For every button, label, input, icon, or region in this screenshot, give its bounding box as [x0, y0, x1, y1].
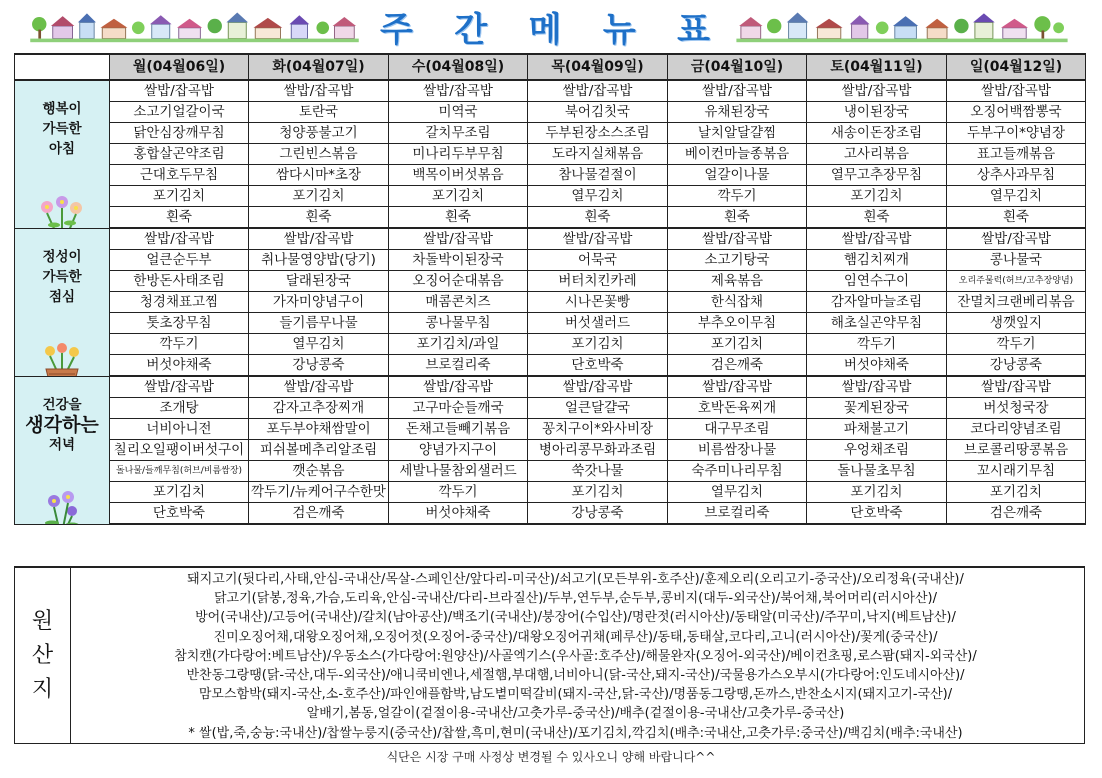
- menu-item: 새송이돈장조림: [807, 123, 947, 144]
- menu-item: 오리주물럭(허브/고추장양념): [947, 271, 1086, 292]
- menu-item: 포기김치: [528, 334, 668, 355]
- menu-item: 날치알달걀찜: [668, 123, 807, 144]
- menu-item: 참나물겉절이: [528, 165, 668, 186]
- menu-item: 쌀밥/잡곡밥: [528, 228, 668, 250]
- breakfast-row: [15, 80, 1086, 102]
- flower-pot-icon: [32, 489, 92, 525]
- day-header: 목(04월09일): [528, 54, 668, 80]
- menu-item: 톳초장무침: [110, 313, 249, 334]
- menu-item: 쌀밥/잡곡밥: [947, 228, 1086, 250]
- menu-item: 너비아니전: [110, 419, 249, 440]
- menu-item: 열무김치: [528, 186, 668, 207]
- menu-item: 쌀밥/잡곡밥: [110, 376, 249, 398]
- origin-section: [14, 566, 1085, 744]
- menu-item: 냉이된장국: [807, 102, 947, 123]
- menu-item: 깍두기: [668, 186, 807, 207]
- menu-item: 홍합살곤약조림: [110, 144, 249, 165]
- menu-item: 깻순볶음: [249, 461, 389, 482]
- meal-label-line: 가득한: [42, 268, 82, 285]
- breakfast-row: [15, 207, 1086, 229]
- menu-item: 포기김치: [807, 186, 947, 207]
- menu-item: 닭안심장깨무침: [110, 123, 249, 144]
- menu-item: 포기김치: [668, 334, 807, 355]
- menu-item: 대구무조림: [668, 419, 807, 440]
- menu-item: 돌나물초무침: [807, 461, 947, 482]
- menu-item: 코다리양념조림: [947, 419, 1086, 440]
- menu-item: 어묵국: [528, 250, 668, 271]
- origin-label-char: 원: [31, 609, 54, 634]
- menu-item: 검은깨죽: [249, 503, 389, 525]
- menu-item: 포기김치: [249, 186, 389, 207]
- menu-item: 강낭콩죽: [249, 355, 389, 377]
- title-char: 표: [677, 9, 710, 50]
- meal-label-line: 저녁: [48, 436, 76, 453]
- menu-item: 버섯야채죽: [807, 355, 947, 377]
- menu-item: 단호박죽: [528, 355, 668, 377]
- menu-item: 한방돈사태조림: [110, 271, 249, 292]
- origin-label: [15, 568, 71, 744]
- menu-item: 쌀밥/잡곡밥: [668, 376, 807, 398]
- menu-item: 쑥갓나물: [528, 461, 668, 482]
- menu-item: 포두부야채쌈말이: [249, 419, 389, 440]
- menu-item: 비름쌈장나물: [668, 440, 807, 461]
- header: [0, 0, 1102, 50]
- lunch-row: [15, 313, 1086, 334]
- menu-item: 청양풍불고기: [249, 123, 389, 144]
- menu-item: 미역국: [389, 102, 528, 123]
- menu-item: 피쉬볼메추리알조림: [249, 440, 389, 461]
- menu-item: 오징어순대볶음: [389, 271, 528, 292]
- dinner-row: [15, 440, 1086, 461]
- title-char: 뉴: [602, 9, 636, 50]
- origin-line: 진미오징어채,대왕오징어채,오징어젓(오징어-중국산)/대왕오징어귀채(페루산)/동태,동태살,코다리,고니(러시아산)/꽃게(중국산)/: [213, 629, 938, 645]
- menu-item: 얼큰순두부: [110, 250, 249, 271]
- menu-item: 버섯야채죽: [389, 503, 528, 525]
- flower-pot-icon: [32, 193, 92, 228]
- menu-item: 흰죽: [389, 207, 528, 229]
- origin-line: 닭고기(닭봉,정육,가슴,도리육,안심-국내산/다리-브라질산)/두부,연두부,순두부,콩비지(대두-외국산)/북어채,북어머리(러시아산)/: [214, 591, 937, 607]
- menu-item: 포기김치: [947, 482, 1086, 503]
- menu-item: 병아리콩무화과조림: [528, 440, 668, 461]
- menu-item: 갈치무조림: [389, 123, 528, 144]
- menu-item: 시나몬꽃빵: [528, 292, 668, 313]
- menu-item: 부추오이무침: [668, 313, 807, 334]
- menu-item: 흰죽: [249, 207, 389, 229]
- menu-item: 임연수구이: [807, 271, 947, 292]
- menu-item: 두부구이*양념장: [947, 123, 1086, 144]
- menu-item: 두부된장소스조림: [528, 123, 668, 144]
- menu-item: 포기김치: [110, 482, 249, 503]
- menu-item: 고사리볶음: [807, 144, 947, 165]
- menu-item: 쌀밥/잡곡밥: [947, 80, 1086, 102]
- menu-item: 쌀밥/잡곡밥: [389, 80, 528, 102]
- menu-item: 브로컬리죽: [668, 503, 807, 525]
- menu-item: 한식잡채: [668, 292, 807, 313]
- menu-item: 호박돈육찌개: [668, 398, 807, 419]
- origin-line: * 쌀(밥,죽,숭늉:국내산)/찹쌀누룽지(중국산)/찹쌀,흑미,현미(국내산)/포기김치,깍김치(배추:국내산,고춧가루:중국산)/백김치(배추:국내산): [188, 725, 963, 741]
- menu-item: 상추사과무침: [947, 165, 1086, 186]
- menu-item: 쌀밥/잡곡밥: [528, 80, 668, 102]
- menu-item: 돈채고들빼기볶음: [389, 419, 528, 440]
- menu-item: 흰죽: [668, 207, 807, 229]
- origin-line: 반찬동그랑땡(닭-국산,대두-외국산)/애니쿡비엔나,세절햄,부대햄,너비아니(닭-국산,돼지-국산)/국물용가스오부시(가다랑어:인도네시아산)/: [186, 668, 965, 684]
- breakfast-row: [15, 186, 1086, 207]
- dinner-row: [15, 398, 1086, 419]
- menu-item: 근대호두무침: [110, 165, 249, 186]
- menu-item: 콩나물국: [947, 250, 1086, 271]
- menu-item: 소고기탕국: [668, 250, 807, 271]
- breakfast-label: [15, 80, 110, 228]
- menu-item: 강낭콩죽: [947, 355, 1086, 377]
- menu-item: 브로콜리땅콩볶음: [947, 440, 1086, 461]
- menu-item: 깍두기: [947, 334, 1086, 355]
- menu-item: 포기김치: [807, 482, 947, 503]
- menu-item: 버섯청국장: [947, 398, 1086, 419]
- breakfast-row: [15, 165, 1086, 186]
- menu-item: 쌀밥/잡곡밥: [807, 80, 947, 102]
- dinner-row: [15, 461, 1086, 482]
- menu-item: 달래된장국: [249, 271, 389, 292]
- menu-item: 표고들깨볶음: [947, 144, 1086, 165]
- lunch-row: [15, 228, 1086, 250]
- day-header: 월(04월06일): [110, 54, 249, 80]
- origin-line: 참치캔(가다랑어:베트남산)/우동소스(가다랑어:원양산)/사골엑기스(우사골:호주산)/해물완자(오징어-외국산)/베이컨초핑,로스팜(돼지-외국산)/: [174, 648, 977, 664]
- menu-item: 생깻잎지: [947, 313, 1086, 334]
- menu-item: 열무김치: [947, 186, 1086, 207]
- menu-item: 열무김치: [249, 334, 389, 355]
- menu-item: 고구마순들깨국: [389, 398, 528, 419]
- lunch-row: [15, 271, 1086, 292]
- lunch-row: [15, 250, 1086, 271]
- menu-item: 꽃게된장국: [807, 398, 947, 419]
- lunch-row: [15, 355, 1086, 377]
- menu-item: 북어김칫국: [528, 102, 668, 123]
- menu-item: 검은깨죽: [668, 355, 807, 377]
- menu-item: 쌀밥/잡곡밥: [249, 80, 389, 102]
- origin-text: [73, 570, 1078, 743]
- origin-line: 방어(국내산)/고등어(국내산)/갈치(남아공산)/백조기(국내산)/붕장어(수입산)/명란젓(러시아산)/동태알(미국산)/주꾸미,낙지(베트남산)/: [195, 610, 956, 626]
- meal-label-line: 행복이: [42, 101, 82, 117]
- menu-item: 콩나물무침: [389, 313, 528, 334]
- day-header: 일(04월12일): [947, 54, 1086, 80]
- menu-item: 유채된장국: [668, 102, 807, 123]
- lunch-row: [15, 292, 1086, 313]
- dinner-row: [15, 503, 1086, 525]
- menu-item: 취나물영양밥(당기): [249, 250, 389, 271]
- origin-line: 알배기,봄동,얼갈이(겉절이용-국내산/고춧가루-중국산)/배추(겉절이용-국내산/고춧가루-중국산): [306, 706, 845, 722]
- menu-item: 깍두기: [110, 334, 249, 355]
- dinner-label: [15, 376, 110, 524]
- menu-item: 깍두기/뉴케어구수한맛: [249, 482, 389, 503]
- origin-label-char: 지: [31, 677, 54, 702]
- menu-item: 쌀밥/잡곡밥: [807, 228, 947, 250]
- menu-item: 감자고추장찌개: [249, 398, 389, 419]
- menu-item: 깍두기: [807, 334, 947, 355]
- menu-item: 쌀밥/잡곡밥: [110, 80, 249, 102]
- menu-item: 쌀밥/잡곡밥: [249, 228, 389, 250]
- meal-label-line: 아침: [48, 141, 76, 157]
- meal-label-line: 생각하는: [25, 413, 99, 436]
- menu-item: 양념가지구이: [389, 440, 528, 461]
- title-char: 간: [454, 9, 488, 50]
- menu-item: 흰죽: [947, 207, 1086, 229]
- dinner-row: [15, 482, 1086, 503]
- menu-item: 얼갈이나물: [668, 165, 807, 186]
- village-decoration-left: [12, 8, 377, 44]
- menu-item: 돌나물/들깨무침(허브/비름쌈장): [110, 461, 249, 482]
- breakfast-row: [15, 144, 1086, 165]
- menu-item: 쌀밥/잡곡밥: [389, 228, 528, 250]
- menu-item: 쌀밥/잡곡밥: [807, 376, 947, 398]
- menu-item: 버섯야채죽: [110, 355, 249, 377]
- meal-label-line: 가득한: [42, 121, 82, 137]
- title-char: 주: [380, 9, 413, 50]
- menu-item: 소고기얼갈이국: [110, 102, 249, 123]
- day-header: 금(04월10일): [668, 54, 807, 80]
- menu-item: 포기김치: [110, 186, 249, 207]
- menu-item: 가자미양념구이: [249, 292, 389, 313]
- menu-item: 들기름무나물: [249, 313, 389, 334]
- menu-item: 쌀밥/잡곡밥: [947, 376, 1086, 398]
- menu-item: 포기김치: [389, 186, 528, 207]
- menu-item: 강낭콩죽: [528, 503, 668, 525]
- menu-item: 제육볶음: [668, 271, 807, 292]
- menu-item: 검은깨죽: [947, 503, 1086, 525]
- menu-item: 쌀밥/잡곡밥: [668, 80, 807, 102]
- origin-label-char: 산: [31, 643, 54, 668]
- day-header: 화(04월07일): [249, 54, 389, 80]
- menu-item: 감자알마늘조림: [807, 292, 947, 313]
- menu-item: 브로컬리죽: [389, 355, 528, 377]
- menu-item: 도라지실채볶음: [528, 144, 668, 165]
- footer-note: 식단은 시장 구매 사정상 변경될 수 있사오니 양해 바랍니다^^: [386, 750, 716, 764]
- menu-item: 흰죽: [807, 207, 947, 229]
- day-header: 수(04월08일): [389, 54, 528, 80]
- page-title: [380, 6, 710, 50]
- menu-item: 흰죽: [110, 207, 249, 229]
- menu-item: 차돌박이된장국: [389, 250, 528, 271]
- menu-item: 꽁치구이*와사비장: [528, 419, 668, 440]
- menu-item: 해초실곤약무침: [807, 313, 947, 334]
- menu-item: 숙주미나리무침: [668, 461, 807, 482]
- menu-item: 포기김치: [528, 482, 668, 503]
- dinner-row: [15, 376, 1086, 398]
- menu-item: 베이컨마늘종볶음: [668, 144, 807, 165]
- origin-line: 돼지고기(뒷다리,사태,안심-국내산/목살-스페인산/앞다리-미국산)/쇠고기(모든부위-호주산)/훈제오리(오리고기-중국산)/오리정육(국내산)/: [187, 572, 964, 587]
- menu-item: 쌀밥/잡곡밥: [389, 376, 528, 398]
- lunch-row: [15, 334, 1086, 355]
- meal-label-line: 건강을: [42, 396, 82, 413]
- menu-item: 단호박죽: [807, 503, 947, 525]
- breakfast-row: [15, 102, 1086, 123]
- menu-item: 꼬시래기무침: [947, 461, 1086, 482]
- menu-item: 흰죽: [528, 207, 668, 229]
- flower-pot-icon: [32, 341, 92, 377]
- menu-item: 쌀밥/잡곡밥: [249, 376, 389, 398]
- menu-item: 단호박죽: [110, 503, 249, 525]
- header-corner: [15, 54, 110, 80]
- menu-item: 열무고추장무침: [807, 165, 947, 186]
- menu-item: 쌈다시마*초장: [249, 165, 389, 186]
- menu-item: 잔멸치크랜베리볶음: [947, 292, 1086, 313]
- menu-item: 그린빈스볶음: [249, 144, 389, 165]
- menu-item: 열무김치: [668, 482, 807, 503]
- origin-line: 맘모스함박(돼지-국산,소-호주산)/파인애플함박,남도볕미떡갈비(돼지-국산,닭-국산)/명품동그랑땡,돈까스,반찬소시지(돼지고기-국산)/: [198, 687, 953, 703]
- menu-item: 토란국: [249, 102, 389, 123]
- menu-item: 오징어백짬뽕국: [947, 102, 1086, 123]
- breakfast-row: [15, 123, 1086, 144]
- menu-item: 쌀밥/잡곡밥: [110, 228, 249, 250]
- menu-item: 쌀밥/잡곡밥: [668, 228, 807, 250]
- menu-item: 버터치킨카레: [528, 271, 668, 292]
- menu-item: 깍두기: [389, 482, 528, 503]
- menu-item: 미나리두부무침: [389, 144, 528, 165]
- menu-item: 칠리오일팽이버섯구이: [110, 440, 249, 461]
- lunch-label: [15, 228, 110, 376]
- menu-item: 파채불고기: [807, 419, 947, 440]
- menu-item: 버섯샐러드: [528, 313, 668, 334]
- day-header: 토(04월11일): [807, 54, 947, 80]
- menu-item: 쌀밥/잡곡밥: [528, 376, 668, 398]
- menu-item: 얼큰달걀국: [528, 398, 668, 419]
- menu-item: 우엉채조림: [807, 440, 947, 461]
- menu-item: 백목이버섯볶음: [389, 165, 528, 186]
- meal-label-line: 정성이: [42, 248, 82, 265]
- menu-item: 조개탕: [110, 398, 249, 419]
- day-header-row: [15, 54, 1086, 80]
- title-char: 메: [528, 9, 562, 50]
- menu-item: 햄김치찌개: [807, 250, 947, 271]
- dinner-row: [15, 419, 1086, 440]
- menu-item: 청경채표고찜: [110, 292, 249, 313]
- weekly-menu-table: [14, 53, 1086, 525]
- menu-item: 세발나물참외샐러드: [389, 461, 528, 482]
- menu-item: 매콤콘치즈: [389, 292, 528, 313]
- meal-label-line: 점심: [48, 288, 76, 305]
- village-decoration-right: [718, 8, 1086, 44]
- menu-item: 포기김치/과일: [389, 334, 528, 355]
